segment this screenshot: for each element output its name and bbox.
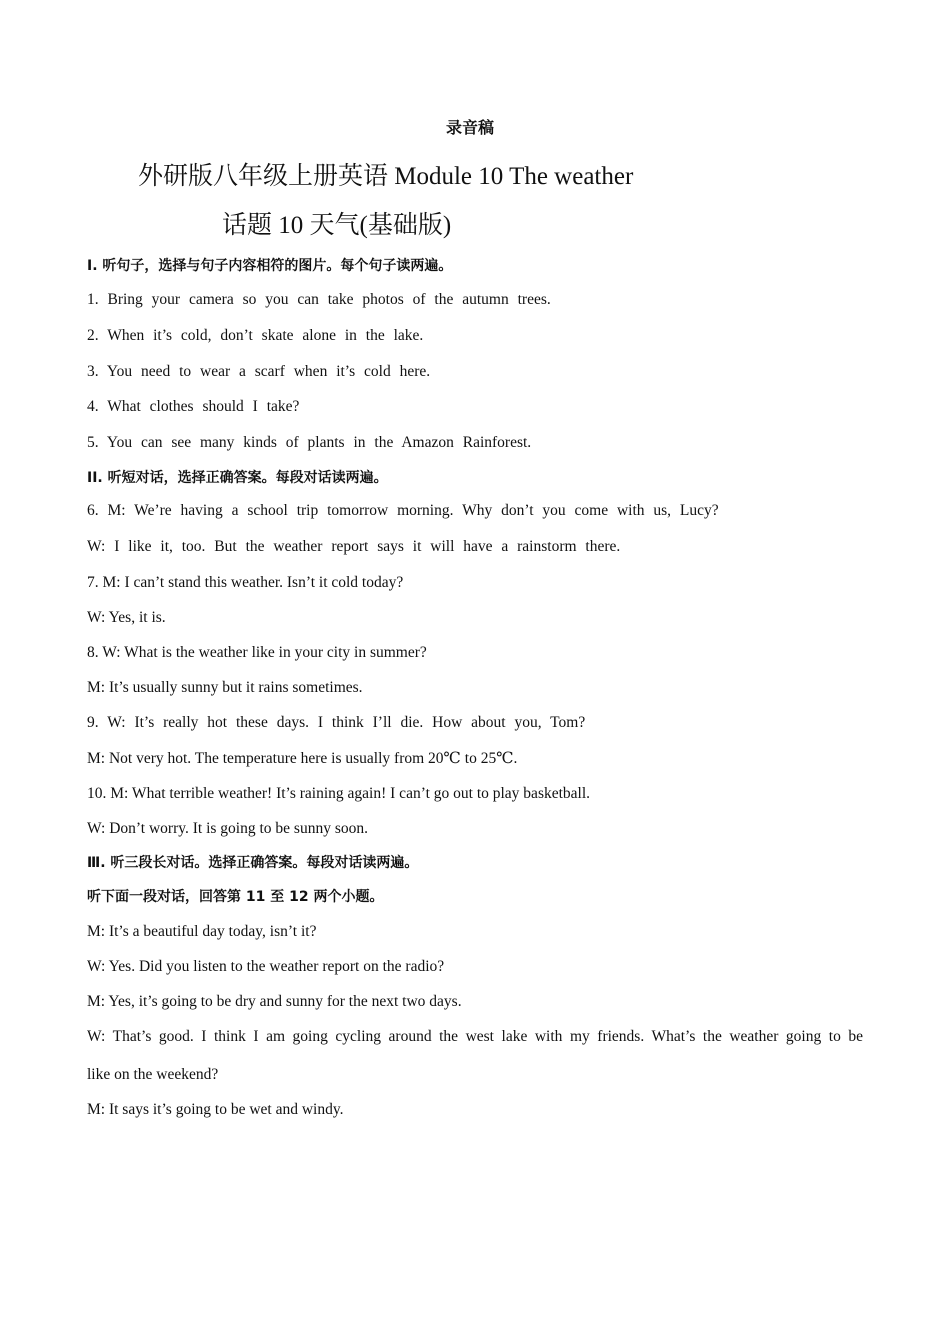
dialogue-line: W: That’s good. I think I am going cycling around the west lake with my friends. What’s the weather going to be [87, 1028, 863, 1045]
doc-subtitle: 话题 10 天气(基础版) [222, 212, 452, 239]
dialogue-line: M: It says it’s going to be wet and windy. [87, 1101, 344, 1118]
section-3-heading: Ⅲ. 听三段长对话。选择正确答案。每段对话读两遍。 [87, 855, 419, 871]
dialogue-line: 8. W: What is the weather like in your city in summer? [87, 644, 427, 661]
section-2-heading: II. 听短对话，选择正确答案。每段对话读两遍。 [87, 470, 388, 486]
dialogue-line: M: It’s usually sunny but it rains sometimes. [87, 679, 363, 696]
dialogue-line: 7. M: I can’t stand this weather. Isn’t it cold today? [87, 574, 404, 591]
section-1-heading: Ⅰ. 听句子，选择与句子内容相符的图片。每个句子读两遍。 [87, 258, 453, 274]
doc-title: 外研版八年级上册英语 Module 10 The weather [138, 163, 634, 190]
sentence-item: 4. What clothes should I take? [87, 398, 300, 415]
sentence-item: 1. Bring your camera so you can take photos of the autumn trees. [87, 291, 551, 308]
doc-label: 录音稿 [446, 118, 495, 137]
dialogue-line: 9. W: It’s really hot these days. I think I’ll die. How about you, Tom? [87, 714, 586, 731]
dialogue-line: W: Yes, it is. [87, 609, 166, 626]
dialogue-line: M: It’s a beautiful day today, isn’t it? [87, 923, 317, 940]
section-3-subheading: 听下面一段对话，回答第 11 至 12 两个小题。 [87, 889, 384, 905]
dialogue-line: W: Don’t worry. It is going to be sunny soon. [87, 820, 368, 837]
dialogue-line: W: I like it, too. But the weather report says it will have a rainstorm there. [87, 538, 621, 555]
dialogue-line: like on the weekend? [87, 1066, 219, 1083]
sentence-item: 2. When it’s cold, don’t skate alone in the lake. [87, 327, 424, 344]
dialogue-line: 10. M: What terrible weather! It’s raining again! I can’t go out to play basketball. [87, 785, 591, 802]
sentence-item: 5. You can see many kinds of plants in the Amazon Rainforest. [87, 434, 532, 451]
dialogue-line: W: Yes. Did you listen to the weather report on the radio? [87, 958, 445, 975]
sentence-item: 3. You need to wear a scarf when it’s cold here. [87, 363, 431, 380]
dialogue-line: M: Not very hot. The temperature here is usually from 20℃ to 25℃. [87, 750, 518, 767]
dialogue-line: M: Yes, it’s going to be dry and sunny for the next two days. [87, 993, 462, 1010]
dialogue-line: 6. M: We’re having a school trip tomorrow morning. Why don’t you come with us, Lucy? [87, 502, 719, 519]
